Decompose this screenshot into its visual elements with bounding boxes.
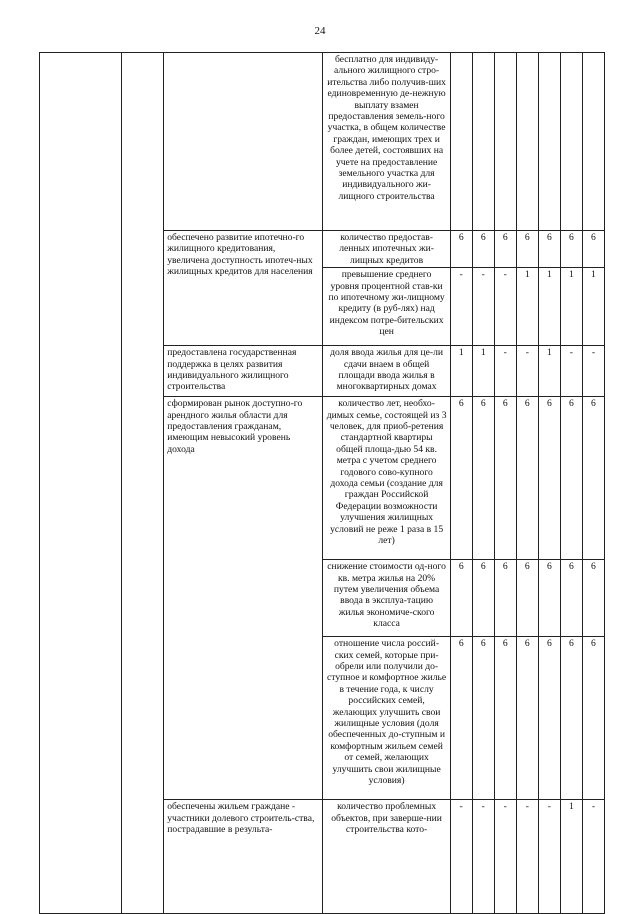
value-cell: 6 xyxy=(538,231,560,268)
indicator-cell: количество лет, необхо-димых семье, состоящей из 3 человек, для приоб-ретения стандартной квартиры общей площа-дью 54 кв. метра с учетом среднего годового сово-купного дохода семьи (создание для граждан Российской Федерации возможности улучшения жилищных условий не реже 1 раза в 15 лет) xyxy=(323,397,450,560)
value-cell xyxy=(450,53,472,231)
indicator-cell: доля ввода жилья для це-ли сдачи внаем в общей площади ввода жилья в многоквартирных домах xyxy=(323,346,450,397)
result-cell: предоставлена государственная поддержка в целях развития индивидуального жилищного строительства xyxy=(164,346,323,397)
result-cell xyxy=(164,53,323,231)
value-cell: 6 xyxy=(582,231,604,268)
value-cell: 6 xyxy=(538,560,560,637)
value-cell: - xyxy=(450,800,472,914)
value-cell: 1 xyxy=(450,346,472,397)
value-cell: - xyxy=(560,346,582,397)
indicator-cell: бесплатно для индивиду-альноrо жилищного стро-ительства либо получив-ших единовременную де-нежную выплату взамен предоставления земель-ного участка, в общем количестве граждан, имеющих трех и более детей, состоявших на учете на предоставление земельного участка для индивидуального жи-лищного строительства xyxy=(323,53,450,231)
value-cell: - xyxy=(516,800,538,914)
value-cell: 6 xyxy=(450,637,472,800)
value-cell xyxy=(472,53,494,231)
page-number: 24 xyxy=(314,25,326,37)
value-cell: 6 xyxy=(560,560,582,637)
value-cell: 1 xyxy=(582,268,604,346)
indicator-cell: количество проблемных объектов, при заверше-нии строительства кото- xyxy=(323,800,450,914)
value-cell: - xyxy=(494,346,516,397)
value-cell: 6 xyxy=(560,231,582,268)
blank-cell xyxy=(122,53,164,914)
value-cell: - xyxy=(472,800,494,914)
value-cell: 1 xyxy=(472,346,494,397)
table-row xyxy=(40,53,605,231)
value-cell: 1 xyxy=(560,268,582,346)
value-cell: 6 xyxy=(494,231,516,268)
value-cell: 6 xyxy=(516,397,538,560)
value-cell: - xyxy=(472,268,494,346)
result-cell: обеспечены жильем граждане - участники долевого строитель-ства, пострадавшие в результа- xyxy=(164,800,323,914)
value-cell: 6 xyxy=(516,231,538,268)
value-cell: - xyxy=(582,346,604,397)
value-cell: 6 xyxy=(516,637,538,800)
blank-cell xyxy=(40,53,122,914)
value-cell: 6 xyxy=(538,397,560,560)
value-cell: 6 xyxy=(560,637,582,800)
value-cell: 6 xyxy=(494,560,516,637)
result-cell: сформирован рынок доступно-го арендного жилья области для предоставления гражданам, имеющим невысокий уровень дохода xyxy=(164,397,323,800)
value-cell: 1 xyxy=(560,800,582,914)
value-cell: 6 xyxy=(560,397,582,560)
indicator-cell: количество предостав-ленных ипотечных жи-лищных кредитов xyxy=(323,231,450,268)
value-cell: 6 xyxy=(494,397,516,560)
indicators-table xyxy=(39,52,605,914)
value-cell: 1 xyxy=(538,346,560,397)
value-cell: 6 xyxy=(494,637,516,800)
value-cell xyxy=(494,53,516,231)
value-cell: - xyxy=(582,800,604,914)
value-cell: 6 xyxy=(450,397,472,560)
value-cell: 6 xyxy=(450,231,472,268)
value-cell: - xyxy=(450,268,472,346)
value-cell xyxy=(516,53,538,231)
indicator-cell: снижение стоимости од-ного кв. метра жилья на 20% путем увеличения объема ввода в эксплуа-тацию жилья экономиче-ского класса xyxy=(323,560,450,637)
value-cell: 1 xyxy=(516,268,538,346)
value-cell: - xyxy=(494,268,516,346)
value-cell: 6 xyxy=(582,397,604,560)
value-cell: 6 xyxy=(472,560,494,637)
value-cell: - xyxy=(494,800,516,914)
value-cell: 6 xyxy=(472,397,494,560)
result-cell: обеспечено развитие ипотечно-го жилищного кредитования, увеличена доступность ипотеч-ных жилищных кредитов для населения xyxy=(164,231,323,346)
value-cell: 6 xyxy=(516,560,538,637)
value-cell xyxy=(538,53,560,231)
value-cell: - xyxy=(516,346,538,397)
value-cell xyxy=(560,53,582,231)
value-cell: 6 xyxy=(472,637,494,800)
value-cell: 6 xyxy=(582,560,604,637)
value-cell: 6 xyxy=(472,231,494,268)
value-cell: 6 xyxy=(582,637,604,800)
value-cell: 6 xyxy=(450,560,472,637)
value-cell: 6 xyxy=(538,637,560,800)
value-cell xyxy=(582,53,604,231)
value-cell: 1 xyxy=(538,268,560,346)
indicator-cell: превышение среднего уровня процентной став-ки по ипотечному жи-лищному кредиту (в руб-лях) над индексом потре-бительских цен xyxy=(323,268,450,346)
value-cell: - xyxy=(538,800,560,914)
indicator-cell: отношение числа россий-ских семей, которые при-обрели или получили до-ступное и комфортное жилье в течение года, к числу российских семей, желающих улучшить свои жилищные условия (доля обеспеченных до-ступным и комфортным жильем семей от семей, желающих улучшить свои жилищные условия) xyxy=(323,637,450,800)
